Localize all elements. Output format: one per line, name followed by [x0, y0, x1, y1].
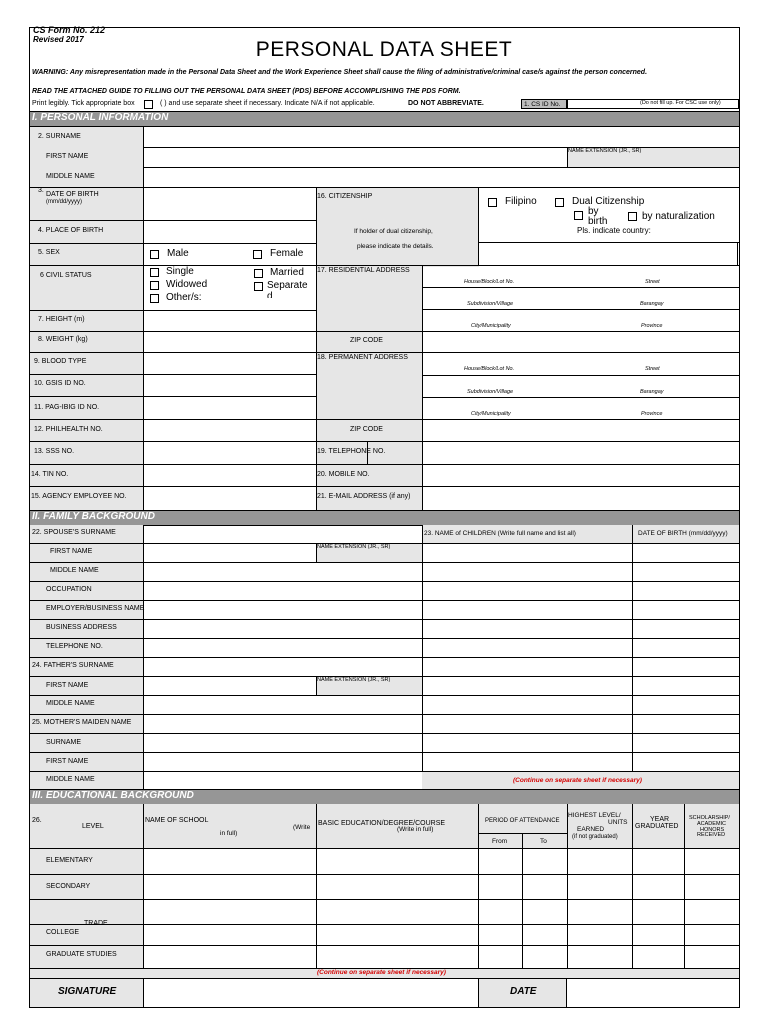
separated-option: Separate: [267, 280, 308, 291]
male-checkbox[interactable]: [150, 250, 159, 259]
citizenship-gray: [422, 187, 479, 267]
res-prov-label: Province: [641, 323, 663, 329]
period-header: PERIOD OF ATTENDANCE: [485, 818, 560, 824]
married-option: Married: [270, 267, 304, 278]
course-header-a: BASIC EDUCATION/DEGREE/COURSE: [318, 820, 446, 827]
perm-brgy-label: Barangay: [640, 389, 664, 395]
date-label: DATE: [510, 986, 537, 997]
dual-citizenship-option: Dual Citizenship: [572, 196, 645, 207]
mobile-label: 20. MOBILE NO.: [317, 471, 370, 478]
page-title: PERSONAL DATA SHEET: [255, 38, 513, 61]
female-option: Female: [270, 248, 304, 259]
widowed-checkbox[interactable]: [150, 281, 159, 290]
form-revised: Revised 2017: [33, 35, 84, 44]
instructions-text: Print legibly. Tick appropriate box: [32, 100, 135, 107]
elementary-label: ELEMENTARY: [46, 857, 93, 864]
college-label: COLLEGE: [46, 929, 80, 936]
section-title-family: II. FAMILY BACKGROUND: [32, 511, 155, 522]
honors-b: ACADEMIC: [697, 821, 727, 827]
level-header: LEVEL: [82, 823, 104, 830]
by-birth-option-by: by: [588, 206, 599, 217]
name-extension-label: NAME EXTENSION (JR., SR): [568, 148, 642, 154]
by-birth-option-birth: birth: [588, 216, 608, 227]
separated-checkbox[interactable]: [254, 282, 263, 291]
education-continue-note: (Continue on separate sheet if necessary): [317, 969, 446, 976]
blood-type-label: 9. BLOOD TYPE: [34, 358, 87, 365]
instructions-text-2: ( ) and use separate sheet if necessary. Indicate N/A if not applicable.: [160, 100, 375, 107]
weight-label: 8. WEIGHT (kg): [38, 336, 88, 343]
naturalization-option: by naturalization: [642, 211, 715, 222]
gsis-label: 10. GSIS ID NO.: [34, 380, 86, 387]
dual-note-1: If holder of dual citizenship,: [354, 228, 433, 235]
course-header-b: (Write in full): [397, 826, 434, 833]
others-option: Other/s:: [166, 292, 202, 303]
pob-label: 4. PLACE OF BIRTH: [38, 227, 104, 234]
school-header-a: NAME OF SCHOOL: [145, 817, 209, 824]
highest-level-c: EARNED: [577, 826, 605, 833]
naturalization-checkbox[interactable]: [628, 212, 637, 221]
father-surname-label: 24. FATHER'S SURNAME: [32, 662, 114, 669]
dob-label: DATE OF BIRTH: [46, 191, 99, 198]
perm-subd-label: Subdivision/Village: [467, 389, 514, 395]
children-label: 23. NAME of CHILDREN (Write full name and list all): [424, 530, 576, 537]
school-header-c: in full): [220, 830, 238, 837]
cs-id-label: 1. CS ID No.: [521, 99, 567, 109]
honors-a: SCHOLARSHIP/: [689, 815, 730, 821]
secondary-label: SECONDARY: [46, 883, 91, 890]
perm-prov-label: Province: [641, 411, 663, 417]
res-zip-label: ZIP CODE: [350, 337, 383, 344]
read-guide-text: READ THE ATTACHED GUIDE TO FILLING OUT THE PERSONAL DATA SHEET (PDS) BEFORE ACCOMPLISHING THE PDS FORM.: [32, 88, 461, 95]
mother-surname-label: SURNAME: [46, 739, 82, 746]
year-graduated-b: GRADUATED: [635, 823, 679, 830]
date-field[interactable]: [567, 979, 739, 1007]
married-checkbox[interactable]: [254, 269, 263, 278]
separated-option-tail: d: [267, 291, 273, 298]
employer-label: EMPLOYER/BUSINESS NAME: [46, 605, 145, 612]
dob-format-label: (mm/dd/yyyy): [46, 199, 82, 205]
res-street-label: Street: [645, 279, 660, 285]
from-header: From: [492, 838, 508, 845]
citizenship-label: 16. CITIZENSHIP: [317, 193, 373, 200]
signature-label: SIGNATURE: [58, 986, 117, 997]
honors-d: RECEIVED: [697, 832, 726, 838]
father-first-label: FIRST NAME: [46, 682, 89, 689]
csc-use-note: (Do not fill up. For CSC use only): [640, 100, 721, 106]
form-number: CS Form No. 212: [33, 25, 106, 35]
mother-first-label: FIRST NAME: [46, 758, 89, 765]
to-header: To: [540, 838, 547, 845]
mother-middle-label: MIDDLE NAME: [46, 776, 95, 783]
female-checkbox[interactable]: [253, 250, 262, 259]
philhealth-label: 12. PHILHEALTH NO.: [34, 426, 103, 433]
country-note: Pls. indicate country:: [577, 226, 651, 235]
mother-maiden-label: 25. MOTHER'S MAIDEN NAME: [32, 719, 132, 726]
signature-field[interactable]: [143, 979, 478, 1007]
res-city-label: City/Municipality: [471, 323, 511, 329]
perm-zip-label: ZIP CODE: [350, 426, 383, 433]
year-graduated-a: YEAR: [650, 816, 670, 823]
highest-level-a: HIGHEST LEVEL/: [568, 812, 621, 819]
res-house-label: House/Block/Lot No.: [464, 279, 515, 285]
telephone-label: 19. TELEPHONE NO.: [317, 448, 386, 455]
perm-street-label: Street: [645, 366, 660, 372]
spouse-middle-label: MIDDLE NAME: [50, 567, 99, 574]
filipino-option: Filipino: [505, 196, 537, 207]
middle-name-label: MIDDLE NAME: [46, 173, 95, 180]
agency-no-label: 15. AGENCY EMPLOYEE NO.: [31, 493, 127, 500]
honors-c: HONORS: [700, 827, 725, 833]
family-continue-note: (Continue on separate sheet if necessary): [513, 777, 642, 784]
res-subd-label: Subdivision/Village: [467, 301, 514, 307]
perm-house-label: House/Block/Lot No.: [464, 366, 515, 372]
by-birth-checkbox[interactable]: [574, 211, 583, 220]
graduate-studies-label: GRADUATE STUDIES: [46, 951, 117, 958]
perm-city-label: City/Municipality: [471, 411, 511, 417]
dob-number: 3.: [38, 187, 44, 194]
section-title-personal: I. PERSONAL INFORMATION: [32, 112, 169, 123]
male-option: Male: [167, 248, 189, 259]
surname-label: 2. SURNAME: [38, 133, 81, 140]
section-title-education: III. EDUCATIONAL BACKGROUND: [32, 790, 194, 801]
spouse-surname-label: 22. SPOUSE'S SURNAME: [32, 529, 116, 536]
business-address-label: BUSINESS ADDRESS: [46, 624, 117, 631]
spouse-name-ext-label: NAME EXTENSION (JR., SR): [317, 544, 391, 550]
sex-label: 5. SEX: [38, 249, 60, 256]
do-not-abbreviate: DO NOT ABBREVIATE.: [408, 100, 484, 107]
residential-address-label: 17. RESIDENTIAL ADDRESS: [317, 267, 410, 274]
others-checkbox[interactable]: [150, 294, 159, 303]
permanent-address-label: 18. PERMANENT ADDRESS: [317, 354, 408, 361]
highest-level-b: UNITS: [608, 819, 628, 826]
first-name-label: FIRST NAME: [46, 153, 89, 160]
sss-label: 13. SSS NO.: [34, 448, 75, 455]
height-label: 7. HEIGHT (m): [38, 316, 85, 323]
tin-label: 14. TIN NO.: [31, 471, 69, 478]
warning-text: WARNING: Any misrepresentation made in the Personal Data Sheet and the Work Experience Sheet shall cause the filing of administrative/criminal case/s against the person concerned.: [32, 69, 648, 76]
filipino-checkbox[interactable]: [488, 198, 497, 207]
children-dob-label: DATE OF BIRTH (mm/dd/yyyy): [638, 530, 728, 537]
father-name-ext-label: NAME EXTENSION (JR., SR): [317, 677, 391, 683]
vocational-label: TRADE: [84, 920, 108, 924]
widowed-option: Widowed: [166, 279, 208, 290]
single-option: Single: [166, 266, 194, 277]
spouse-telephone-label: TELEPHONE NO.: [46, 643, 103, 650]
email-label: 21. E-MAIL ADDRESS (if any): [317, 493, 411, 500]
father-middle-label: MIDDLE NAME: [46, 700, 95, 707]
highest-level-d: (if not graduated): [572, 834, 618, 840]
res-brgy-label: Barangay: [640, 301, 664, 307]
spouse-first-label: FIRST NAME: [50, 548, 93, 555]
label-column-left-2: [30, 187, 143, 510]
pagibig-label: 11. PAG-IBIG ID NO.: [34, 404, 100, 411]
occupation-label: OCCUPATION: [46, 586, 92, 593]
dual-citizenship-checkbox[interactable]: [555, 198, 564, 207]
dual-note-2: please indicate the details.: [357, 243, 434, 250]
edu-number: 26.: [32, 817, 42, 824]
civil-status-label: 6 CIVIL STATUS: [40, 272, 92, 279]
single-checkbox[interactable]: [150, 268, 159, 277]
school-header-b: (Write: [293, 824, 311, 831]
